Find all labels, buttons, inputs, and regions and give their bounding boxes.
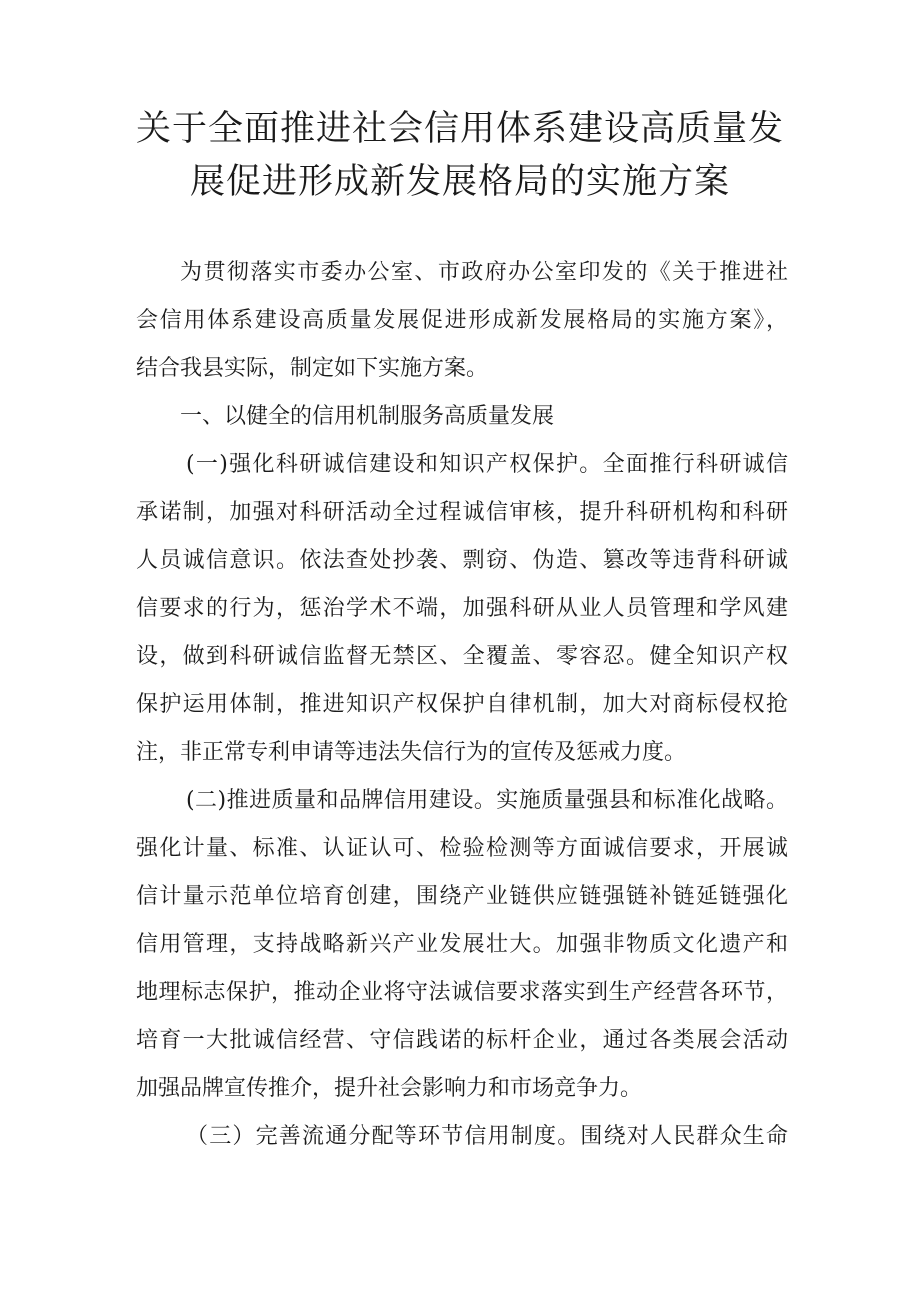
paragraph-line: 信计量示范单位培育创建，围绕产业链供应链强链补链延链强化 (136, 884, 788, 909)
paragraph-line: 承诺制，加强对科研活动全过程诚信审核，提升科研机构和科研 (136, 500, 788, 525)
section-heading: 一、以健全的信用机制服务高质量发展 (180, 404, 555, 429)
paragraph-line: 注，非正常专利申请等违法失信行为的宣传及惩戒力度。 (136, 740, 687, 765)
paragraph-line: (二)推进质量和品牌信用建设。实施质量强县和标准化战略。 (186, 788, 788, 813)
paragraph-line: （三）完善流通分配等环节信用制度。围绕对人民群众生命 (186, 1124, 788, 1149)
paragraph-intro-line: 为贯彻落实市委办公室、市政府办公室印发的《关于推进社 (180, 260, 788, 285)
paragraph-line: (一)强化科研诚信建设和知识产权保护。全面推行科研诚信 (186, 452, 788, 477)
paragraph-line: 保护运用体制，推进知识产权保护自律机制，加大对商标侵权抢 (136, 692, 788, 717)
paragraph-line: 培育一大批诚信经营、守信践诺的标杆企业，通过各类展会活动 (136, 1028, 788, 1053)
paragraph-line: 信用管理，支持战略新兴产业发展壮大。加强非物质文化遗产和 (136, 932, 788, 957)
paragraph-line: 信要求的行为，惩治学术不端，加强科研从业人员管理和学风建 (136, 596, 788, 621)
document-title-line-1: 关于全面推进社会信用体系建设高质量发 (135, 109, 784, 149)
paragraph-line: 人员诚信意识。依法查处抄袭、剽窃、伪造、篡改等违背科研诚 (136, 548, 788, 573)
paragraph-intro-line: 结合我县实际，制定如下实施方案。 (136, 356, 489, 381)
paragraph-line: 设，做到科研诚信监督无禁区、全覆盖、零容忍。健全知识产权 (136, 644, 788, 669)
document-title-line-2: 展促进形成新发展格局的实施方案 (189, 162, 730, 202)
paragraph-intro-line: 会信用体系建设高质量发展促进形成新发展格局的实施方案》， (136, 308, 788, 333)
paragraph-line: 地理标志保护，推动企业将守法诚信要求落实到生产经营各环节， (136, 980, 788, 1005)
paragraph-line: 加强品牌宣传推介，提升社会影响力和市场竞争力。 (136, 1076, 643, 1101)
paragraph-line: 强化计量、标准、认证认可、检验检测等方面诚信要求，开展诚 (136, 836, 788, 861)
